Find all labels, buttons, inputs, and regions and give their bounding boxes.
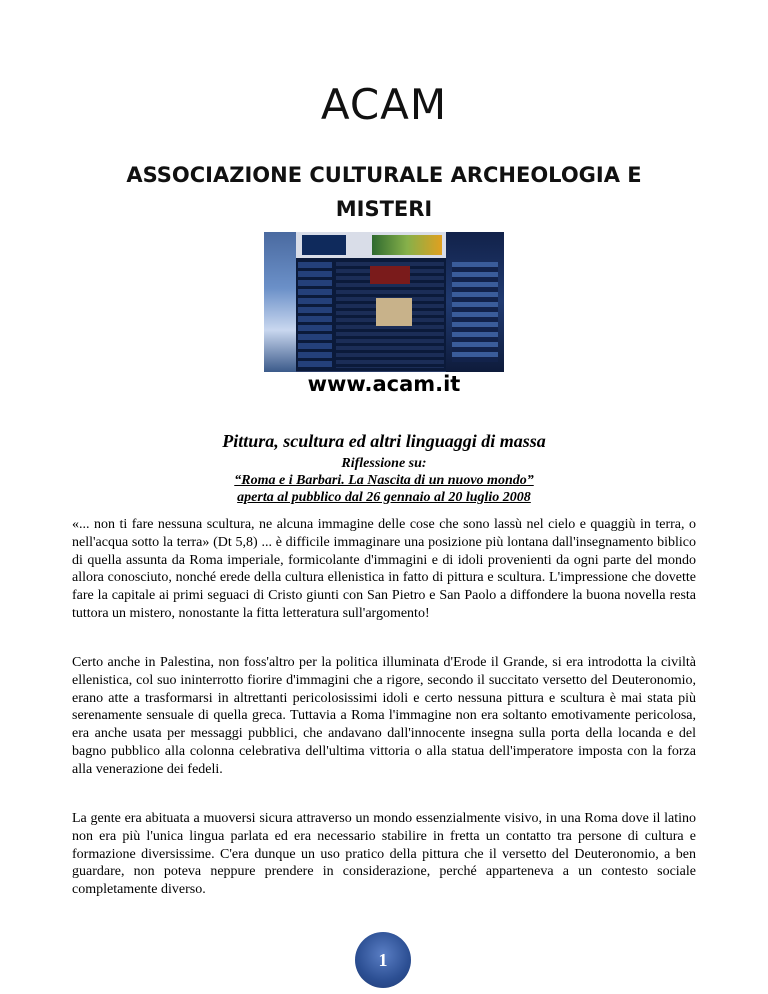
article-subtitle-reflection: Riflessione su:: [341, 456, 427, 471]
paragraph-3: La gente era abituata a muoversi sicura attraverso un mondo essenzialmente visivo, in una Roma dove il latino non era più l'unica lingua parlata ed era necessario stabilire in fretta un contatto tra persone di cultura e formazione diversissime. C'era dunque un uso pratico della pittura che il versetto del Deuteronomio, a ben guardare, non poteva neppure prendere in considerazione, perché apparteneva a un contesto sociale completamente diverso.: [72, 811, 696, 898]
page-number-badge: 1: [355, 932, 411, 988]
association-name: ASSOCIAZIONE CULTURALE ARCHEOLOGIA E MISTERI: [126, 163, 642, 221]
exhibition-dates: aperta al pubblico dal 26 gennaio al 20 luglio 2008: [237, 490, 531, 505]
acam-logo: ACAM: [320, 80, 448, 129]
article-title: Pittura, scultura ed altri linguaggi di massa: [222, 431, 546, 451]
exhibition-name: “Roma e i Barbari. La Nascita di un nuovo mondo”: [234, 473, 534, 488]
paragraph-2: Certo anche in Palestina, non foss'altro per la politica illuminata d'Erode il Grande, si era introdotta la civiltà ellenistica, col suo ininterrotto fiorire d'immagini che a rigore, secondo il succitato versetto del Deuteronomio, erano atte a trasformarsi in altrettanti pericolosissimi idoli e certo nessuna pittura e scultura è mai stata più serenamente sensuale di quella greca. Tuttavia a Roma l'immagine non era soltanto emotivamente pericolosa, era anche usata per messaggi pubblici, che andavano dall'innocente insegna sulla porta della locanda e del bagno pubblico alla colonna celebrativa dell'ultima vittoria o alla statua dell'imperatore imposta con la forza alla venerazione dei fedeli.: [72, 655, 696, 777]
paragraph-1: «... non ti fare nessuna scultura, ne alcuna immagine delle cose che sono lassù nel cielo e quaggiù in terra, o nell'acqua sotto la terra» (Dt 5,8) ... è difficile immaginare una posizione più lontana dall'insegnamento biblico di quella assunta da Roma imperiale, formicolante d'immagini e di idoli provenienti da ogni parte del mondo allora conosciuto, nonché erede della cultura ellenistica in fatto di pittura e scultura. L'impressione che dovette fare la capitale ai primi seguaci di Cristo giunti con San Pietro e San Paolo a diffondere la buona novella resta tuttora un mistero, nonostante la fitta letteratura sull'argomento!: [72, 517, 696, 621]
website-url: www.acam.it: [307, 372, 461, 396]
website-screenshot-image: [264, 232, 504, 372]
